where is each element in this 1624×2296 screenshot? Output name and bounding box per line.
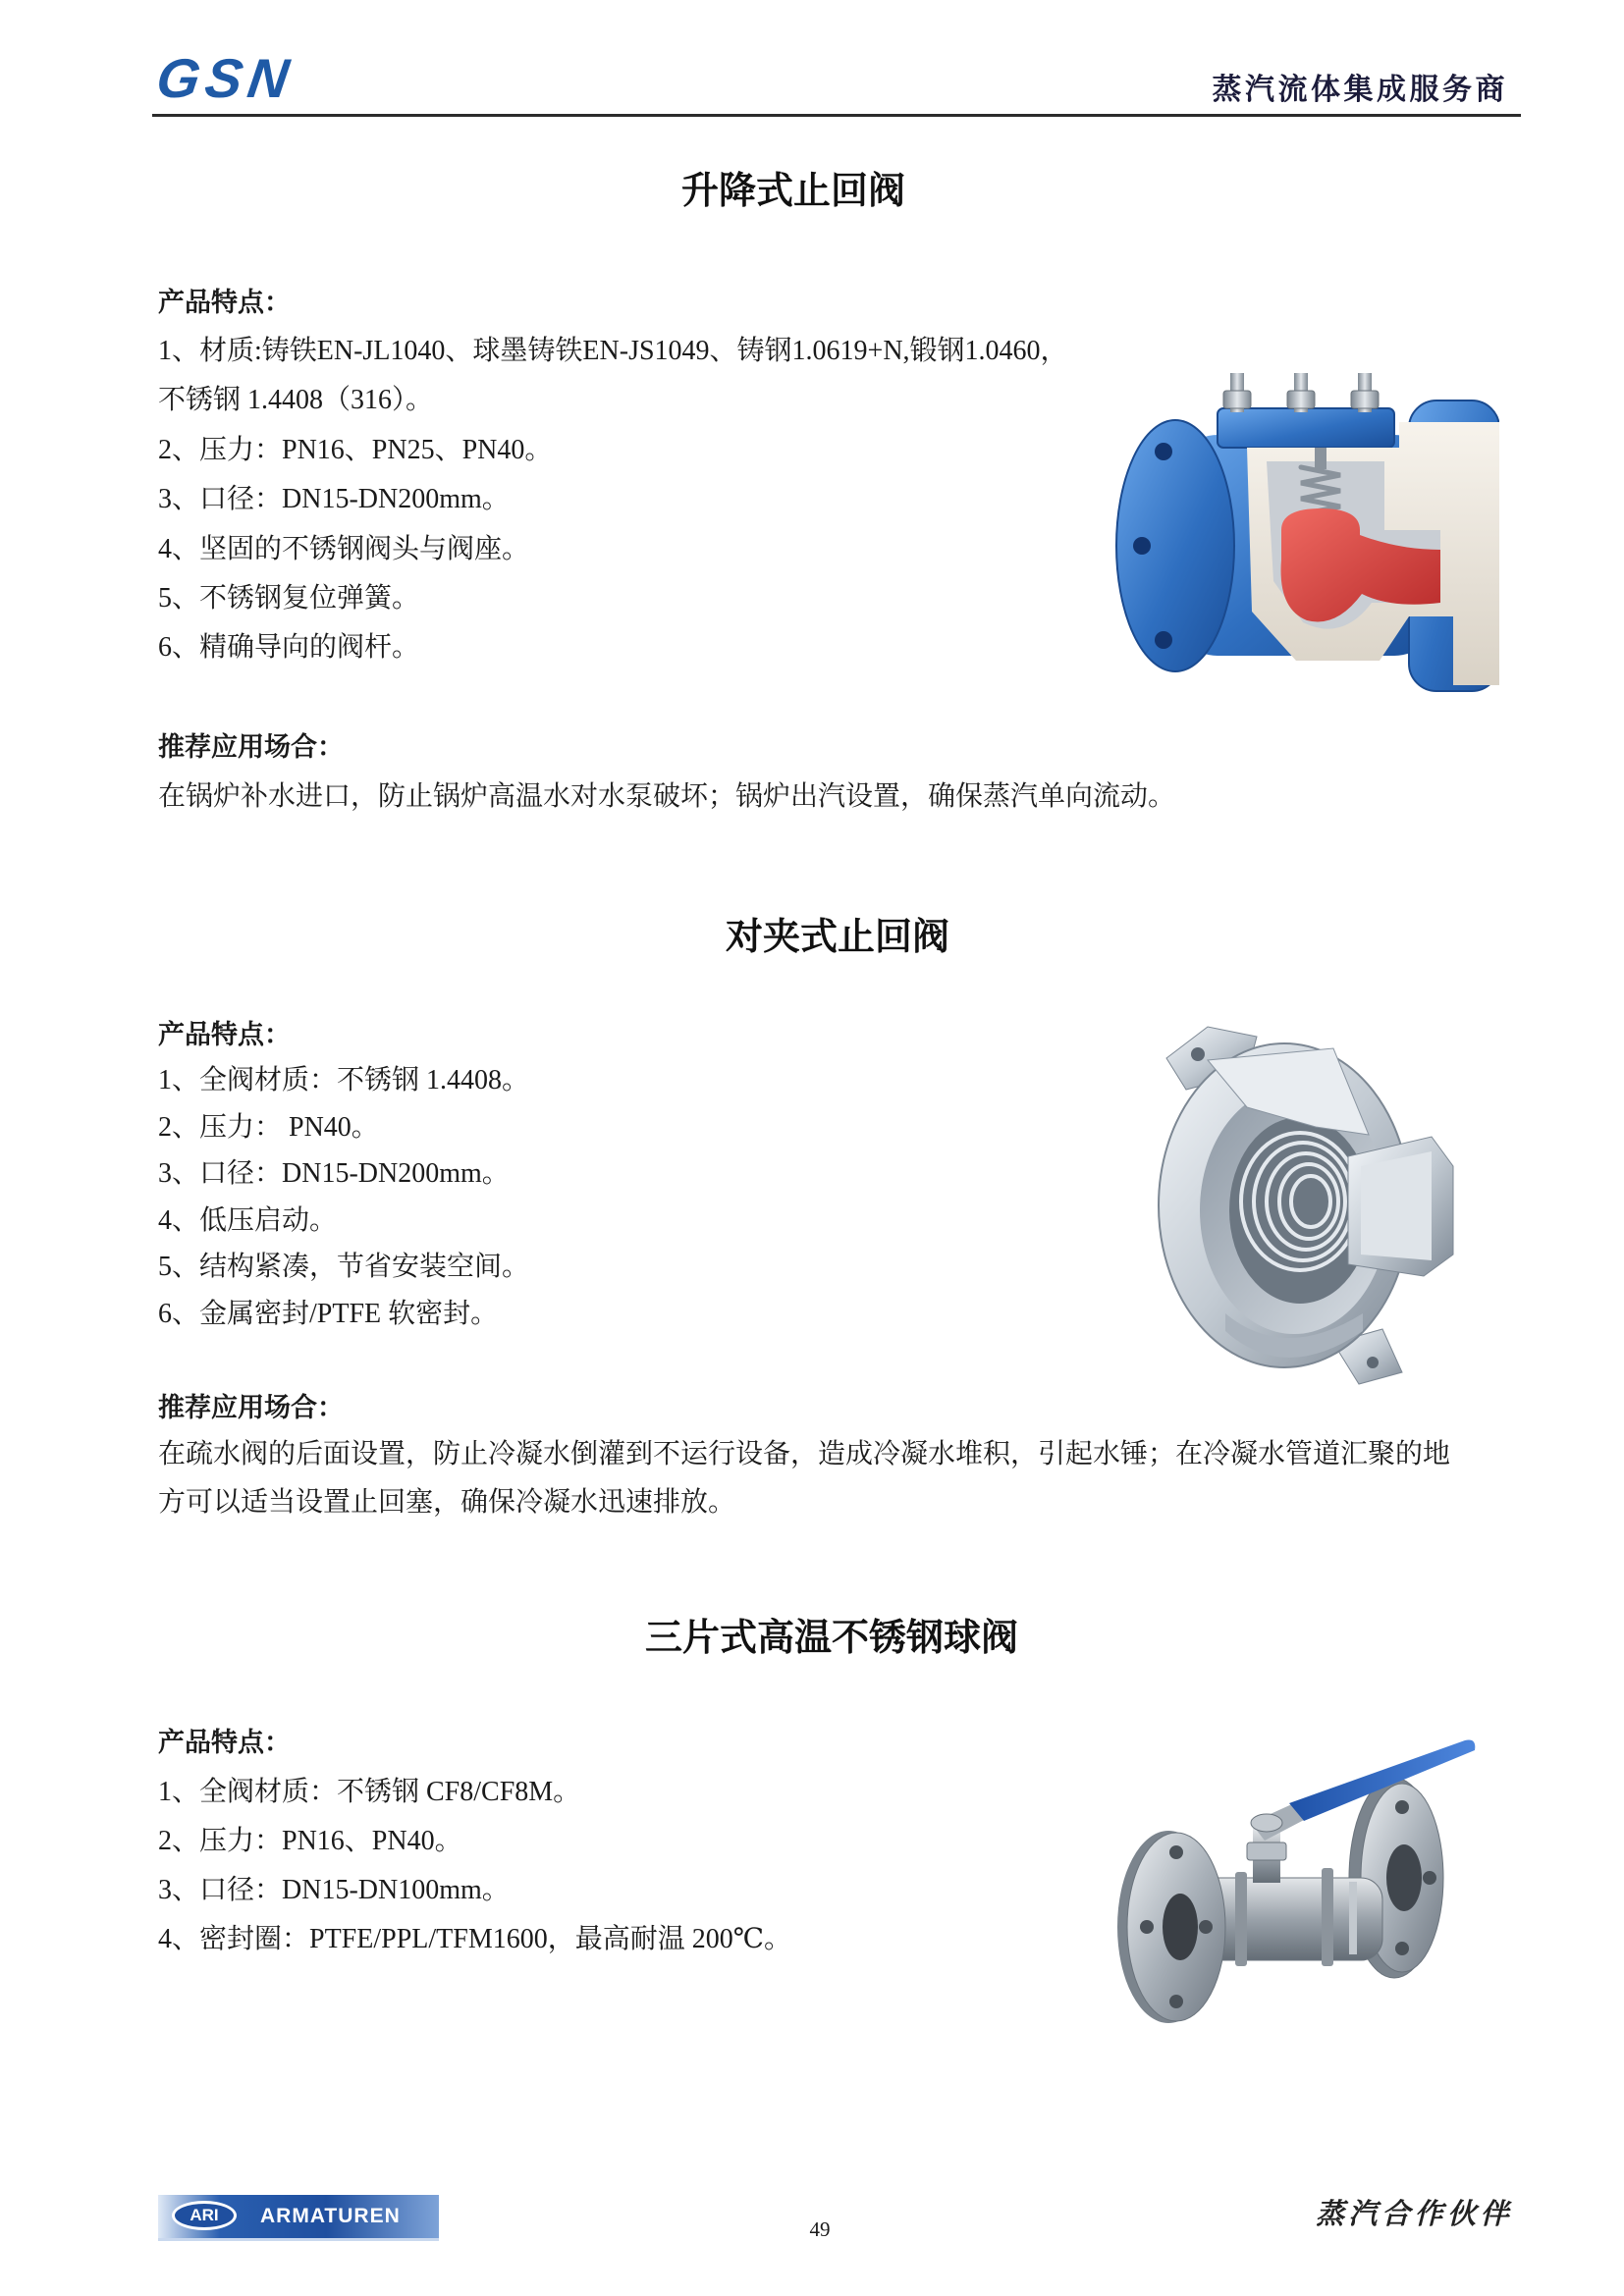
feature-line: 4、低压启动。 [158,1204,338,1236]
feature-line: 6、精确导向的阀杆。 [158,632,420,664]
features-list [158,327,1068,673]
gsn-logo: GSN [152,47,298,109]
ari-armaturen-logo [158,2195,439,2241]
lift-check-valve-image [1114,361,1499,701]
feature-line: 不锈钢 1.4408（316）。 [158,385,434,416]
feature-line: 4、密封圈：PTFE/PPL/TFM1600，最高耐温 200℃。 [158,1924,792,1954]
wafer-check-valve-image [1137,1019,1462,1388]
feature-line: 1、全阀材质：不锈钢 1.4408。 [158,1065,530,1095]
features-list [158,1057,529,1338]
valve-stem [1315,448,1326,469]
feature-line: 1、材质:铸铁EN-JL1040、球墨铸铁EN-JS1049、铸钢1.0619+N,锻钢1.0460， [158,336,1068,366]
application-line: 在锅炉补水进口，防止锅炉高温水对水泵破坏；锅炉出汽设置，确保蒸汽单向流动。 [158,781,1176,812]
feature-line: 4、坚固的不锈钢阀头与阀座。 [158,533,530,564]
feature-line: 2、压力：PN16、PN40。 [158,1826,462,1856]
feature-line: 5、结构紧凑，节省安装空间。 [158,1252,530,1283]
bonnet [1218,408,1394,448]
features-heading: 产品特点： [158,288,291,317]
section-title: 升降式止回阀 [680,171,905,212]
header-tagline: 蒸汽流体集成服务商 [1212,74,1508,106]
application-heading: 推荐应用场合： [158,732,344,762]
application-line: 方可以适当设置止回塞，确保冷凝水迅速排放。 [158,1487,736,1518]
page-number: 49 [809,2217,831,2241]
application-text [158,773,1175,822]
feature-line: 6、金属密封/PTFE 软密封。 [158,1298,499,1329]
ari-brand-name: ARMATUREN [260,2205,401,2227]
features-heading: 产品特点： [158,1728,291,1757]
ari-mark: ARI [172,2201,237,2230]
feature-line: 5、不锈钢复位弹簧。 [158,583,420,614]
application-line: 在疏水阀的后面设置，防止冷凝水倒灌到不运行设备，造成冷凝水堆积，引起水锤；在冷凝水管道汇聚的地 [158,1439,1451,1469]
header-divider [152,114,1521,117]
feature-line: 3、口径：DN15-DN200mm。 [158,1158,510,1190]
features-heading: 产品特点： [158,1020,291,1049]
application-heading: 推荐应用场合： [158,1393,344,1422]
feature-line: 2、压力： PN40。 [158,1111,379,1143]
feature-line: 1、全阀材质：不锈钢 CF8/CF8M。 [158,1777,581,1807]
features-list [158,1768,791,1964]
feature-line: 3、口径：DN15-DN100mm。 [158,1875,510,1905]
feature-line: 3、口径：DN15-DN200mm。 [158,484,510,515]
section-title: 对夹式止回阀 [725,917,949,958]
footer-slogan: 蒸汽合作伙伴 [1315,2199,1513,2230]
application-text [158,1430,1450,1526]
feature-line: 2、压力：PN16、PN25、PN40。 [158,434,553,465]
bonnet-bolts [1223,373,1379,412]
section-title: 三片式高温不锈钢球阀 [644,1618,1018,1659]
ball-valve-image [1078,1713,1477,2037]
